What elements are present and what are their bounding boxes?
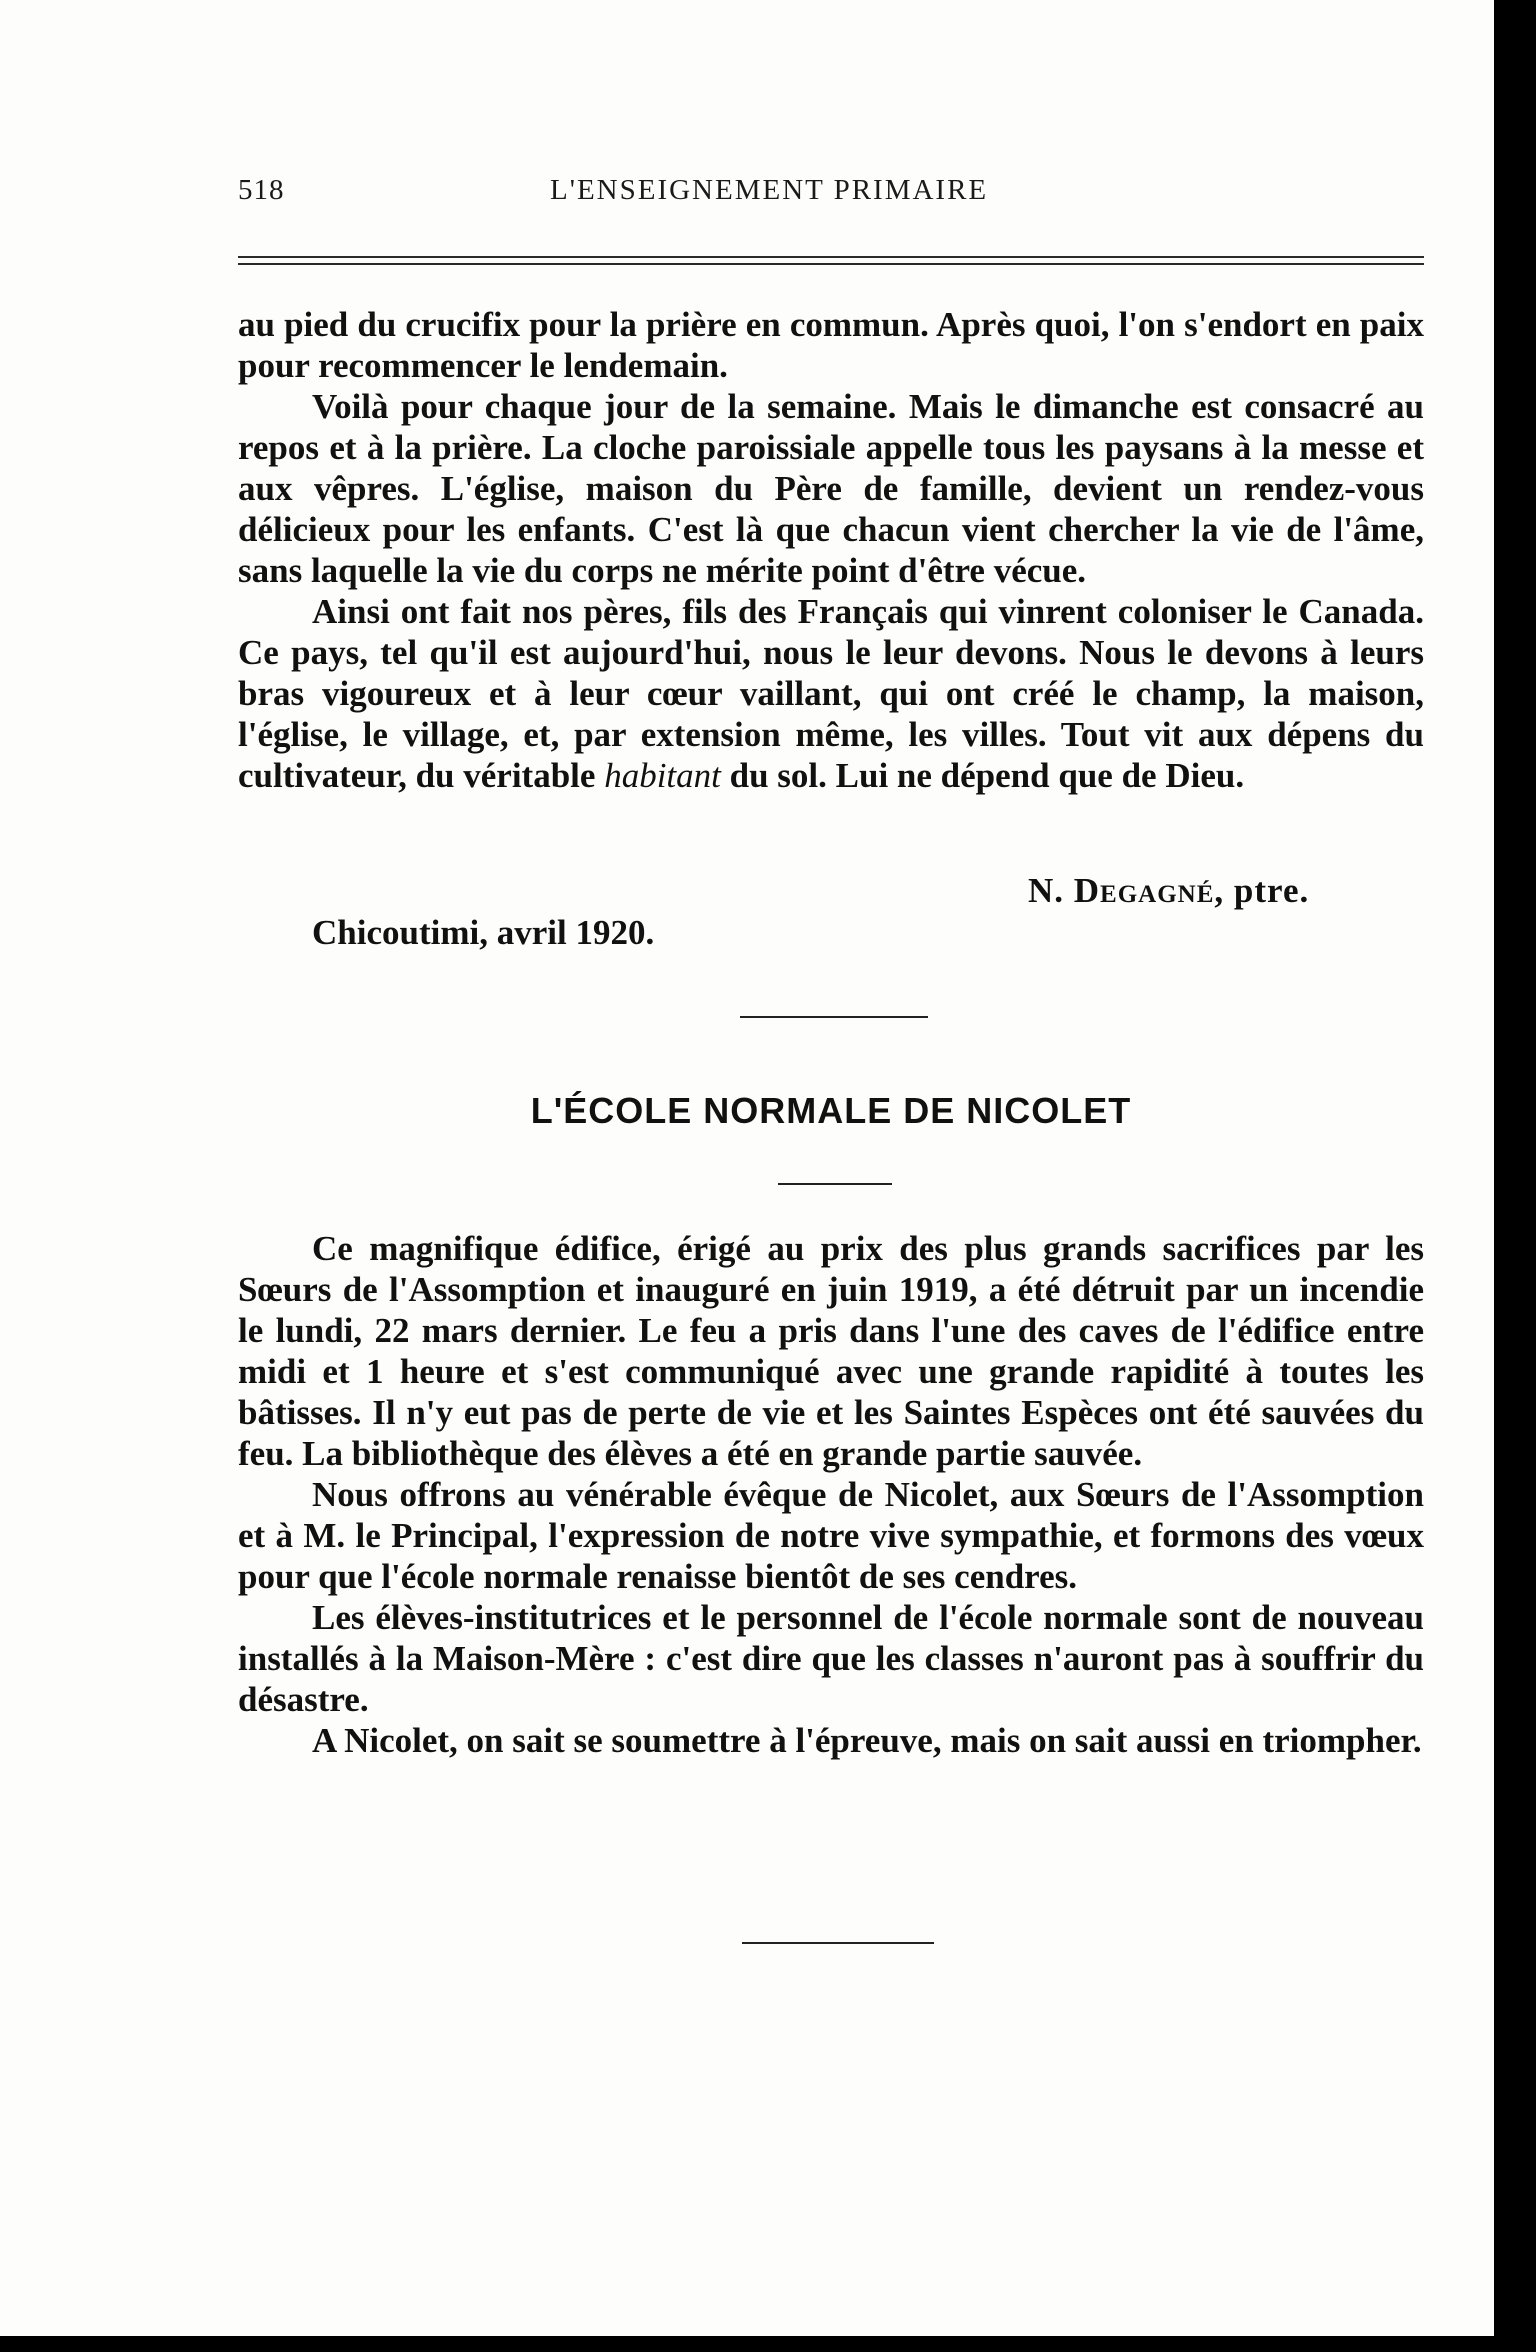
author-signature	[1028, 870, 1309, 911]
article-1-paragraph-2: Voilà pour chaque jour de la semaine. Mais le dimanche est consacré au repos et à la prière. La cloche paroissiale appelle tous les paysans à la messe et aux vêpres. L'église, maison du Père de famille, devient un rendez-vous délicieux pour les enfants. C'est là que chacun vient chercher la vie de l'âme, sans laquelle la vie du corps ne mérite point d'être vécue.	[238, 387, 1424, 590]
place-date: Chicoutimi, avril 1920.	[312, 913, 655, 952]
section-separator	[740, 1016, 928, 1018]
page-number: 518	[238, 174, 285, 206]
article-2-paragraph-1: Ce magnifique édifice, érigé au prix des plus grands sacrifices par les Sœurs de l'Assomption et inauguré en juin 1919, a été détruit par un incendie le lundi, 22 mars dernier. Le feu a pris dans l'une des caves de l'édifice entre midi et 1 heure et s'est communiqué avec une grande rapidité à toutes les bâtisses. Il n'y eut pas de perte de vie et les Saintes Espèces ont été sauvées du feu. La bibliothèque des élèves a été en grande partie sauvée.	[238, 1229, 1424, 1473]
signature-initial: N.	[1028, 871, 1065, 910]
heading-underline	[778, 1183, 892, 1185]
article-1-paragraph-1: au pied du crucifix pour la prière en commun. Après quoi, l'on s'endort en paix pour recommencer le lendemain.	[238, 305, 1424, 385]
article-2-body	[238, 1228, 1424, 1761]
article-1-body	[238, 304, 1424, 796]
article-2-paragraph-4: A Nicolet, on sait se soumettre à l'épreuve, mais on sait aussi en triompher.	[312, 1721, 1422, 1760]
signature-title: , ptre.	[1214, 871, 1310, 910]
header-rule-bottom	[238, 263, 1424, 265]
paragraph-3-text-a: Ainsi ont fait nos pères, fils des Français qui vinrent coloniser le Canada. Ce pays, tel qu'il est aujourd'hui, nous le leur devons. Nous le devons à leurs bras vigoureux et à leur cœur vaillant, qui ont créé le champ, la maison, l'église, le village, et, par extension même, les villes. Tout vit aux dépens du cultivateur, du véritable	[238, 592, 1424, 795]
italic-habitant: habitant	[604, 756, 721, 795]
end-separator	[742, 1942, 934, 1944]
scan-border-bottom	[0, 2336, 1536, 2352]
article-2-heading: L'ÉCOLE NORMALE DE NICOLET	[530, 1090, 1132, 1131]
article-2-paragraph-3: Les élèves-institutrices et le personnel de l'école normale sont de nouveau installés à la Maison-Mère : c'est dire que les classes n'auront pas à souffrir du désastre.	[238, 1598, 1424, 1719]
scan-border-right	[1494, 0, 1536, 2352]
signature-name: Degagné	[1073, 871, 1215, 910]
article-1-paragraph-3	[238, 591, 1424, 796]
article-2-paragraph-2: Nous offrons au vénérable évêque de Nicolet, aux Sœurs de l'Assomption et à M. le Principal, l'expression de notre vive sympathie, et formons des vœux pour que l'école normale renaisse bientôt de ses cendres.	[238, 1475, 1424, 1596]
paragraph-3-text-b: du sol. Lui ne dépend que de Dieu.	[720, 756, 1245, 795]
header-rule-top	[238, 256, 1424, 258]
running-title: L'ENSEIGNEMENT PRIMAIRE	[550, 174, 989, 206]
